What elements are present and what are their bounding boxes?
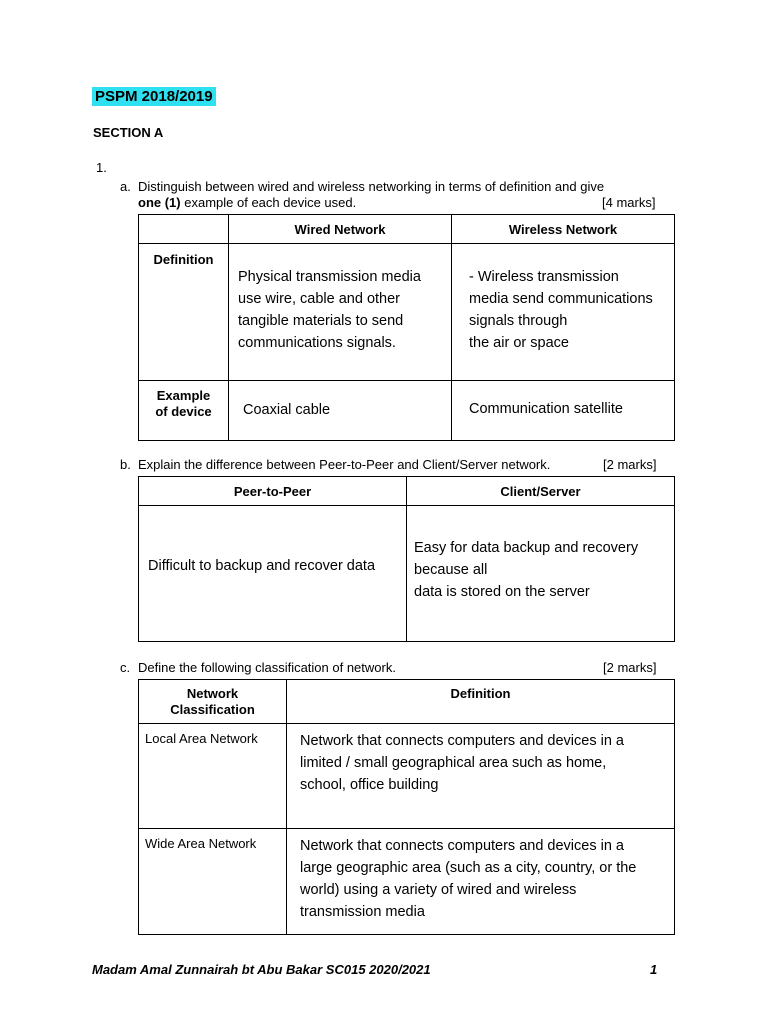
part-a-marks: [4 marks] <box>602 195 656 210</box>
wireless-definition-line: signals through <box>469 313 568 329</box>
header-network-classification <box>139 680 287 724</box>
part-a-prompt-line2 <box>138 195 668 211</box>
lan-definition-line: limited / small geographical area such as home, <box>300 755 607 771</box>
wireless-definition-line: the air or space <box>469 335 569 351</box>
part-b-marks: [2 marks] <box>603 457 657 472</box>
wired-definition-line: communications signals. <box>238 335 396 351</box>
wireless-definition-line: media send communications <box>469 291 653 307</box>
part-a-prompt-bold: one (1) <box>138 195 181 210</box>
part-a-prompt <box>138 179 668 211</box>
question-number: 1. <box>96 160 107 175</box>
header-network-classification-line: Network <box>186 686 239 701</box>
part-c-marks: [2 marks] <box>603 660 657 675</box>
wired-example: Coaxial cable <box>229 381 452 441</box>
part-b-table <box>138 476 675 642</box>
header-client-server: Client/Server <box>407 477 675 506</box>
wan-definition-line: Network that connects computers and devices in a <box>300 838 624 854</box>
peer-to-peer-answer: Difficult to backup and recover data <box>139 506 407 642</box>
wan-definition <box>287 829 675 935</box>
wired-definition-line: Physical transmission media <box>238 269 421 285</box>
wireless-definition <box>452 244 675 381</box>
part-b-letter: b. <box>120 457 131 472</box>
part-a-prompt-rest: example of each device used. <box>180 195 357 210</box>
wan-label: Wide Area Network <box>139 829 287 935</box>
part-c-table <box>138 679 675 935</box>
client-server-line: Easy for data backup and recovery <box>414 540 639 556</box>
row-label-definition: Definition <box>139 244 229 381</box>
section-heading: SECTION A <box>93 125 164 140</box>
client-server-line: because all <box>414 562 488 578</box>
wired-definition-line: use wire, cable and other <box>238 291 401 307</box>
part-a-letter: a. <box>120 179 131 194</box>
header-network-classification-line: Classification <box>170 702 255 717</box>
footer-author: Madam Amal Zunnairah bt Abu Bakar SC015 2020/2021 <box>92 962 431 977</box>
header-wired-network: Wired Network <box>229 215 452 244</box>
lan-definition-line: Network that connects computers and devices in a <box>300 733 624 749</box>
wan-definition-line: transmission media <box>300 904 425 920</box>
part-b-prompt: Explain the difference between Peer-to-Peer and Client/Server network. <box>138 457 551 472</box>
client-server-line: data is stored on the server <box>414 584 590 600</box>
part-c-prompt: Define the following classification of network. <box>138 660 396 675</box>
client-server-answer <box>407 506 675 642</box>
row-label-example-line: of device <box>155 404 212 419</box>
header-peer-to-peer: Peer-to-Peer <box>139 477 407 506</box>
header-wireless-network: Wireless Network <box>452 215 675 244</box>
page-number: 1 <box>650 962 658 977</box>
row-label-example <box>139 381 229 441</box>
part-a-corner-cell <box>139 215 229 244</box>
lan-definition-line: school, office building <box>300 777 439 793</box>
wireless-definition-line: - Wireless transmission <box>469 269 619 285</box>
wan-definition-line: world) using a variety of wired and wireless <box>300 882 577 898</box>
header-definition: Definition <box>287 680 675 724</box>
row-label-example-line: Example <box>156 388 211 403</box>
lan-definition <box>287 724 675 829</box>
wired-definition-line: tangible materials to send <box>238 313 404 329</box>
document-title: PSPM 2018/2019 <box>92 87 216 106</box>
part-c-letter: c. <box>120 660 131 675</box>
wan-definition-line: large geographic area (such as a city, country, or the <box>300 860 637 876</box>
lan-label: Local Area Network <box>139 724 287 829</box>
part-a-prompt-line1: Distinguish between wired and wireless networking in terms of definition and give <box>138 179 605 194</box>
wireless-example: Communication satellite <box>452 381 675 441</box>
part-a-table <box>138 214 675 441</box>
wired-definition <box>229 244 452 381</box>
